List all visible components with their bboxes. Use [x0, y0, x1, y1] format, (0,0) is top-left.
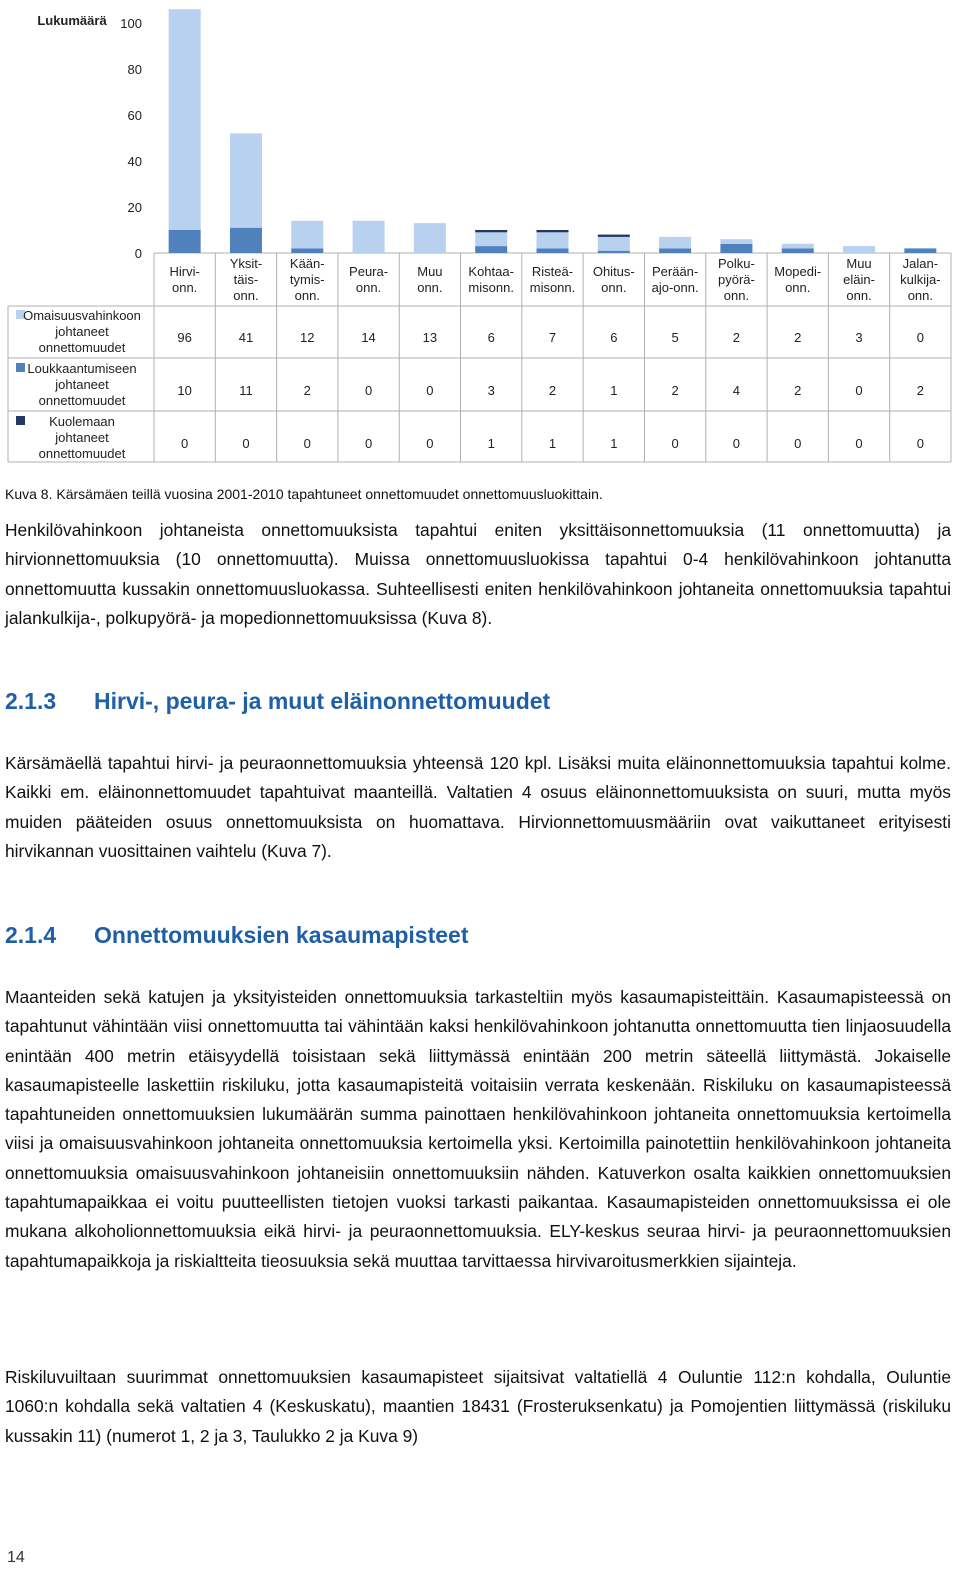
- chart-canvas: [0, 0, 960, 470]
- data-value: 14: [361, 330, 376, 345]
- y-tick-label: 40: [127, 154, 142, 169]
- data-value: 1: [548, 436, 557, 451]
- data-value: 0: [916, 330, 924, 345]
- bar-segment: [782, 248, 814, 253]
- section-title: Onnettomuuksien kasaumapisteet: [94, 922, 469, 948]
- section-heading-2-1-3: [5, 688, 550, 715]
- data-value: 41: [238, 330, 254, 345]
- category-label: onn.: [846, 288, 872, 303]
- data-value: 0: [242, 436, 250, 451]
- data-value: 1: [610, 436, 618, 451]
- category-label: Ohitus-: [592, 264, 635, 279]
- bar-segment: [230, 133, 262, 227]
- category-label: onn.: [355, 280, 382, 295]
- page-number: 14: [7, 1549, 25, 1566]
- category-label: Peura-: [349, 264, 389, 279]
- data-value: 12: [300, 330, 315, 345]
- category-label: Kään-: [289, 256, 325, 271]
- data-value: 3: [487, 383, 495, 398]
- stacked-bar-chart: [0, 0, 960, 470]
- category-label: onn.: [723, 288, 750, 303]
- data-value: 6: [610, 330, 618, 345]
- category-label: onn.: [601, 280, 627, 295]
- category-label: Jalan-: [902, 256, 939, 271]
- category-label: eläin-: [843, 272, 875, 287]
- bar-segment: [598, 237, 630, 251]
- bar-segment: [169, 9, 201, 230]
- bar-segment: [782, 244, 814, 249]
- data-value: 0: [364, 436, 373, 451]
- y-axis-title: Lukumäärä: [37, 13, 107, 28]
- legend-label: Kuolemaan: [49, 414, 115, 429]
- category-label: onn.: [294, 288, 320, 303]
- data-value: 4: [732, 383, 741, 398]
- category-label: pyörä-: [717, 272, 755, 287]
- legend-label: Omaisuusvahinkoon: [23, 308, 141, 323]
- legend-label: onnettomuudet: [38, 340, 126, 355]
- category-label: misonn.: [529, 280, 576, 295]
- bar-segment: [843, 246, 875, 253]
- data-value: 2: [548, 383, 557, 398]
- data-value: 7: [548, 330, 557, 345]
- data-value: 2: [794, 330, 802, 345]
- category-label: onn.: [907, 288, 934, 303]
- section-number: 2.1.4: [5, 922, 57, 948]
- data-value: 0: [181, 436, 189, 451]
- legend-label: onnettomuudet: [38, 446, 126, 461]
- data-value: 0: [364, 383, 373, 398]
- legend-label: onnettomuudet: [38, 393, 126, 408]
- data-value: 1: [610, 383, 618, 398]
- data-value: 0: [732, 436, 741, 451]
- category-label: Muu: [417, 264, 443, 279]
- data-value: 2: [794, 383, 802, 398]
- data-value: 11: [239, 383, 253, 398]
- category-label: Perään-: [651, 264, 699, 279]
- category-label: Mopedi-: [774, 264, 822, 279]
- legend-label: johtaneet: [55, 377, 109, 392]
- data-value: 0: [855, 383, 863, 398]
- paragraph-2: Kärsämäellä tapahtui hirvi- ja peuraonnettomuuksia yhteensä 120 kpl. Lisäksi muita eläinonnettomuuksia tapahtui kolme. Kaikki em. eläinonnettomuudet tapahtuivat maanteillä. Valtatien 4 osuus eläinonnettomuuksista on suuri, mutta myös muiden pääteiden osuus onnettomuuksista on huomattava. Hirvionnettomuusmääriin ovat vaikuttaneet erityisesti hirvikannan vuosittainen vaihtelu (Kuva 7).: [5, 753, 951, 861]
- bar-segment: [598, 235, 630, 237]
- category-label: täis-: [233, 272, 259, 287]
- bar-segment: [475, 232, 507, 246]
- bar-segment: [291, 221, 323, 249]
- data-value: 1: [487, 436, 495, 451]
- data-value: 0: [426, 383, 434, 398]
- category-label: misonn.: [468, 280, 514, 295]
- data-value: 2: [916, 383, 924, 398]
- data-value: 96: [177, 330, 192, 345]
- y-tick-label: 0: [134, 246, 142, 261]
- bar-segment: [659, 248, 691, 253]
- data-value: 5: [671, 330, 679, 345]
- section-number: 2.1.3: [5, 688, 57, 714]
- category-label: onn.: [785, 280, 811, 295]
- bar-segment: [169, 230, 201, 253]
- data-value: 0: [916, 436, 924, 451]
- category-label: onn.: [417, 280, 443, 295]
- data-value: 0: [794, 436, 802, 451]
- category-label: onn.: [171, 280, 198, 295]
- category-label: kulkija-: [900, 272, 941, 287]
- bar-segment: [291, 248, 323, 253]
- data-value: 6: [487, 330, 495, 345]
- bar-segment: [598, 251, 630, 253]
- legend-label: johtaneet: [55, 430, 109, 445]
- bar-segment: [414, 223, 446, 253]
- category-label: Yksit-: [229, 256, 263, 271]
- category-label: tymis-: [289, 272, 325, 287]
- legend-swatch: [16, 416, 25, 425]
- y-tick-label: 60: [127, 108, 142, 123]
- category-label: ajo-onn.: [651, 280, 699, 295]
- category-label: Kohtaa-: [468, 264, 514, 279]
- bar-segment: [720, 244, 752, 253]
- category-label: Risteä-: [531, 264, 574, 279]
- figure-caption: Kuva 8. Kärsämäen teillä vuosina 2001-2010 tapahtuneet onnettomuudet onnettomuusluokittain.: [5, 486, 603, 502]
- legend-swatch: [16, 363, 25, 372]
- paragraph-3: Maanteiden sekä katujen ja yksityisteiden onnettomuuksia tarkasteltiin myös kasaumapisteittäin. Kasaumapisteessä on tapahtunut vähintään viisi onnettomuutta tai vähintään kaksi henkilövahinkoon johtanutta onnettomuutta tien linjaosuudella enintään 400 metrin etäisyydellä toisistaan sekä liittymässä enintään 200 metrin säteellä liittymästä. Jokaiselle kasaumapisteelle laskettiin riskiluku, jotta kasaumapisteitä voitaisiin verrata keskenään. Riskiluku on kasaumapisteessä tapahtuneiden onnettomuuksien lukumäärän summa painottaen henkilövahinkoon johtaneita onnettomuuksia kertoimella viisi ja omaisuusvahinkoon johtaneita onnettomuuksia kertoimella yksi. Kertoimilla painotettiin henkilövahinkoon johtaneita onnettomuuksia omaisuusvahinkoon johtaneisiin onnettomuuksiin nähden. Katuverkon osalta kaikkien onnettomuuksien tapahtumapaikkaa ei voitu puutteellisten tietojen vuoksi tarkasti paikantaa. Kasaumapisteiden onnettomuuksissa ei ole mukana alkoholionnettomuuksia eikä hirvi- ja peuraonnettomuuksia. ELY-keskus seuraa hirvi- ja peuraonnettomuuksien tapahtumapaikkoja ja riskialtteita tieosuuksia sekä muuttaa tarvittaessa hirvivaroitusmerkkien sijainteja.: [5, 987, 951, 1271]
- paragraph-4: Riskiluvuiltaan suurimmat onnettomuuksien kasaumapisteet sijaitsivat valtatiellä 4 Ouluntie 112:n kohdalla, Ouluntie 1060:n kohdalla sekä valtatien 4 (Keskuskatu), maantien 18431 (Frosteruksenkatu) ja Pomojentien liittymässä (riskiluku kussakin 11) (numerot 1, 2 ja 3, Taulukko 2 ja Kuva 9): [5, 1367, 951, 1446]
- paragraph-1: Henkilövahinkoon johtaneista onnettomuuksista tapahtui eniten yksittäisonnettomuuksia (11 onnettomuutta) ja hirvionnettomuuksia (10 onnettomuutta). Muissa onnettomuusluokissa tapahtui 0-4 henkilövahinkoon johtanutta onnettomuutta kussakin onnettomuusluokassa. Suhteellisesti eniten henkilövahinkoon johtaneita onnettomuuksia tapahtui jalankulkija-, polkupyörä- ja mopedionnettomuuksissa (Kuva 8).: [5, 520, 951, 628]
- y-tick-label: 100: [120, 16, 142, 31]
- category-label: Polku-: [717, 256, 755, 271]
- bar-segment: [904, 248, 936, 253]
- y-tick-label: 80: [127, 62, 142, 77]
- category-label: onn.: [233, 288, 259, 303]
- bar-segment: [659, 237, 691, 249]
- data-value: 0: [671, 436, 679, 451]
- bar-segment: [475, 230, 507, 232]
- bar-segment: [353, 221, 385, 253]
- bar-segment: [537, 232, 569, 248]
- data-value: 0: [303, 436, 311, 451]
- section-heading-2-1-4: [5, 922, 469, 949]
- category-label: Hirvi-: [169, 264, 200, 279]
- legend-label: johtaneet: [55, 324, 109, 339]
- bar-segment: [720, 239, 752, 244]
- data-value: 3: [855, 330, 863, 345]
- bar-segment: [230, 228, 262, 253]
- bar-segment: [475, 246, 507, 253]
- data-value: 0: [426, 436, 434, 451]
- data-value: 2: [671, 383, 679, 398]
- y-tick-label: 20: [127, 200, 142, 215]
- data-value: 13: [422, 330, 438, 345]
- legend-label: Loukkaantumiseen: [27, 361, 137, 376]
- bar-segment: [537, 248, 569, 253]
- data-value: 2: [732, 330, 741, 345]
- data-value: 10: [177, 383, 192, 398]
- data-value: 0: [855, 436, 863, 451]
- section-title: Hirvi-, peura- ja muut eläinonnettomuudet: [94, 688, 551, 714]
- bar-segment: [537, 230, 569, 232]
- category-label: Muu: [846, 256, 872, 271]
- data-value: 2: [303, 383, 311, 398]
